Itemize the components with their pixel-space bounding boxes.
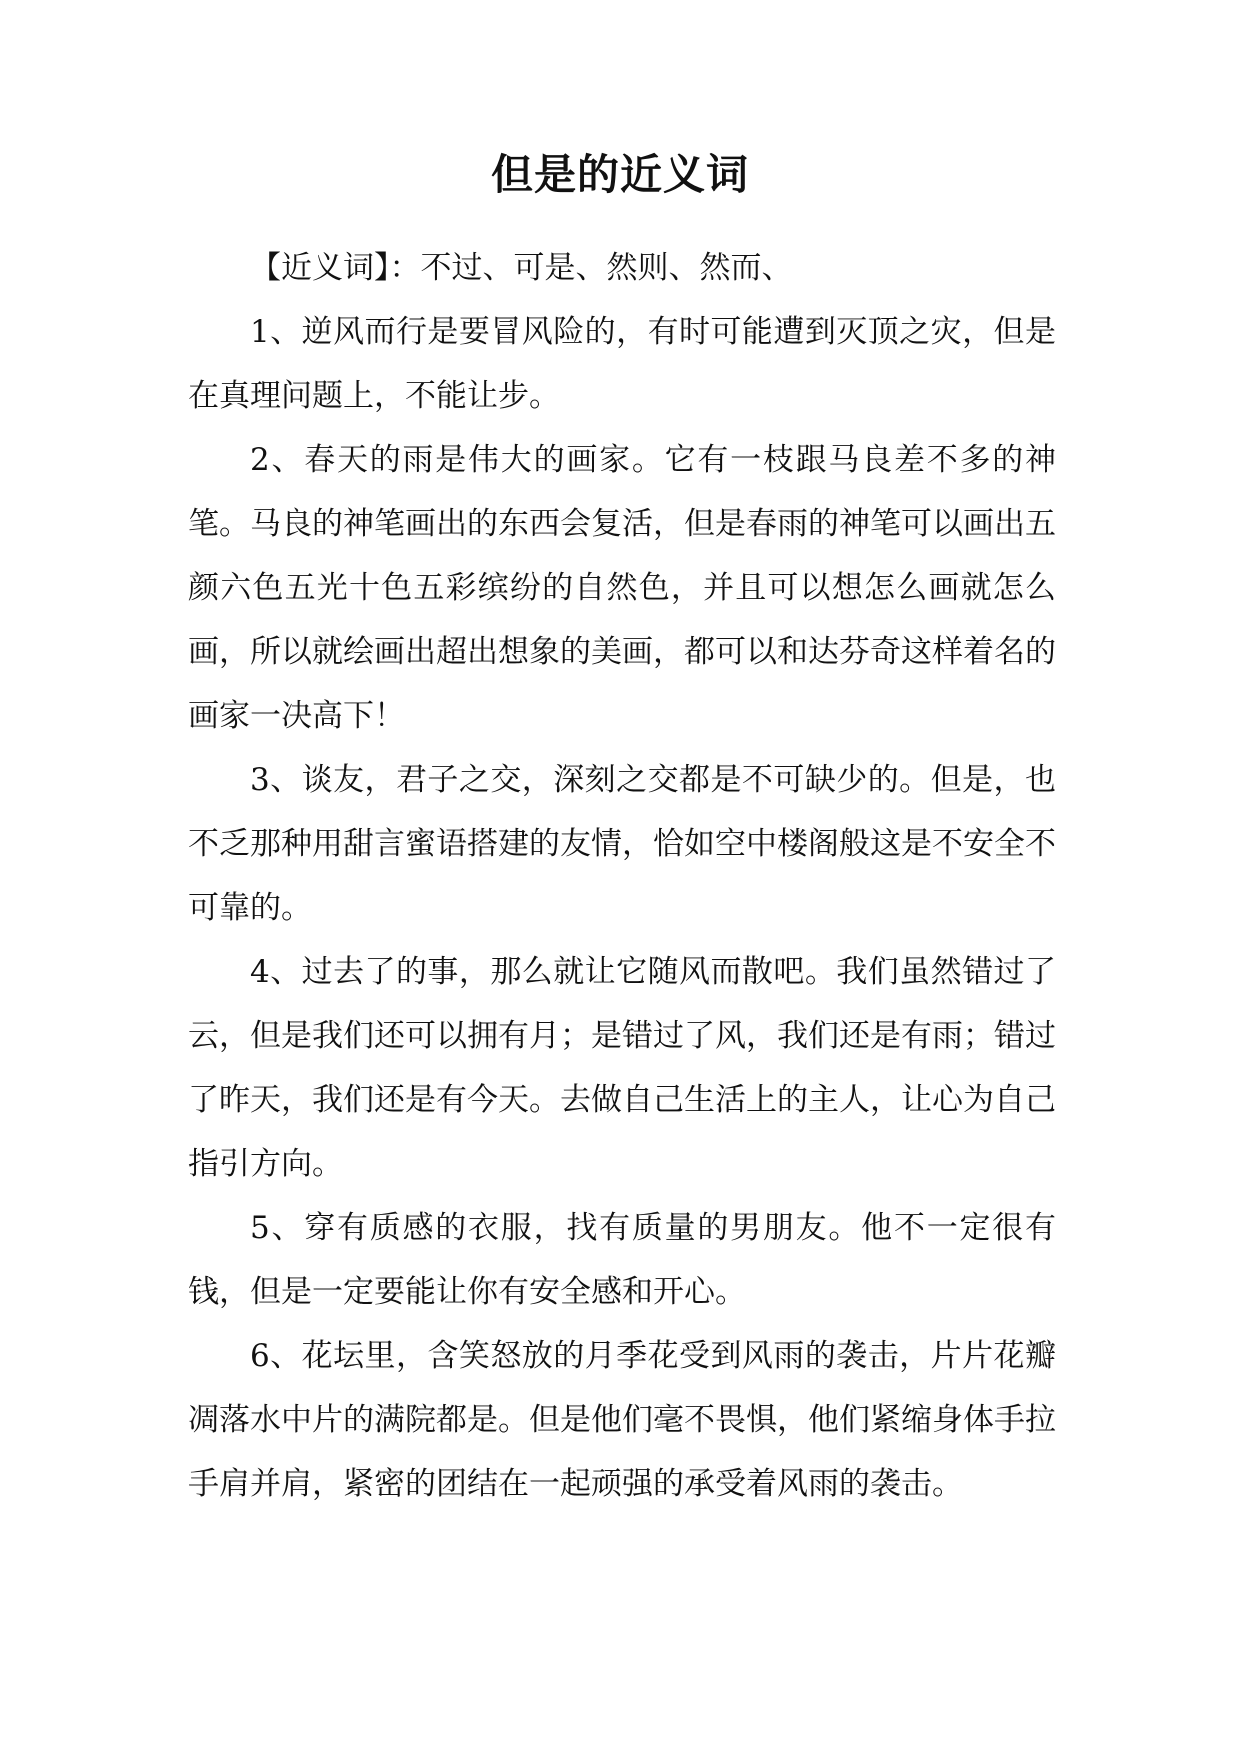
document-title: 但是的近义词 (490, 150, 749, 199)
example-sentence-3: 3、谈友，君子之交，深刻之交都是不可缺少的。但是，也不乏那种用甜言蜜语搭建的友情，恰如空中楼阁般这是不安全不可靠的。 (188, 762, 1056, 926)
example-sentence-5: 5、穿有质感的衣服，找有质量的男朋友。他不一定很有钱，但是一定要能让你有安全感和开心。 (188, 1210, 1056, 1310)
example-sentence-6: 6、花坛里，含笑怒放的月季花受到风雨的袭击，片片花瓣凋落水中片的满院都是。但是他们毫不畏惧，他们紧缩身体手拉手肩并肩，紧密的团结在一起顽强的承受着风雨的袭击。 (188, 1338, 1056, 1502)
synonyms-line: 【近义词】：不过、可是、然则、然而、 (250, 250, 793, 286)
example-sentence-2: 2、春天的雨是伟大的画家。它有一枝跟马良差不多的神笔。马良的神笔画出的东西会复活，但是春雨的神笔可以画出五颜六色五光十色五彩缤纷的自然色，并且可以想怎么画就怎么画，所以就绘画出超出想象的美画，都可以和达芬奇这样着名的画家一决高下！ (188, 442, 1056, 734)
document-body (188, 236, 1056, 1516)
example-sentence-4: 4、过去了的事，那么就让它随风而散吧。我们虽然错过了云，但是我们还可以拥有月；是错过了风，我们还是有雨；错过了昨天，我们还是有今天。去做自己生活上的主人，让心为自己指引方向。 (188, 954, 1056, 1182)
example-sentence-1: 1、逆风而行是要冒风险的，有时可能遭到灭顶之灾，但是在真理问题上，不能让步。 (188, 314, 1056, 414)
